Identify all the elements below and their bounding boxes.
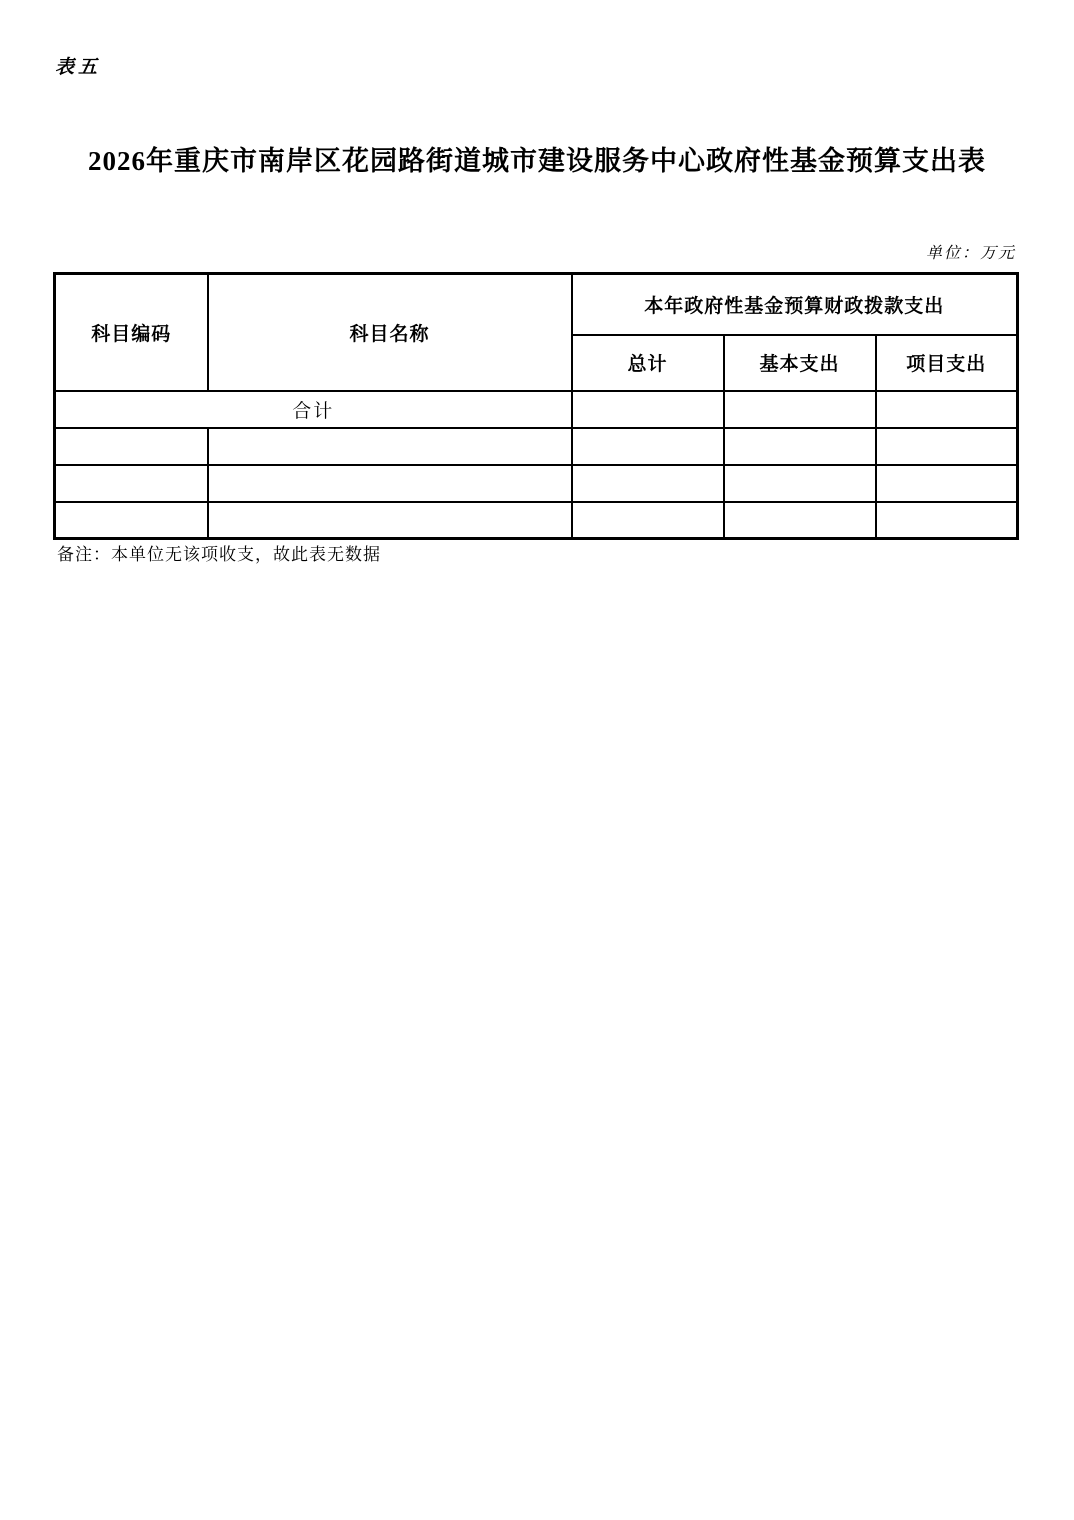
budget-table bbox=[53, 272, 1019, 540]
subject-code-cell bbox=[55, 428, 208, 465]
footer-note: 备注：本单位无该项收支，故此表无数据 bbox=[57, 545, 381, 564]
subject-name-cell bbox=[208, 428, 572, 465]
table-row-empty-1 bbox=[55, 428, 1018, 465]
basic-value-cell bbox=[724, 465, 876, 502]
basic-value-cell bbox=[724, 428, 876, 465]
basic-value-cell bbox=[724, 502, 876, 539]
header-total: 总计 bbox=[572, 335, 724, 391]
subject-name-cell bbox=[208, 465, 572, 502]
table-row-total bbox=[55, 391, 1018, 428]
total-sum-cell bbox=[572, 391, 724, 428]
header-basic-expenditure: 基本支出 bbox=[724, 335, 876, 391]
header-subject-name: 科目名称 bbox=[208, 274, 572, 391]
total-label-cell: 合计 bbox=[55, 391, 572, 428]
project-value-cell bbox=[876, 465, 1018, 502]
total-value-cell bbox=[572, 502, 724, 539]
project-value-cell bbox=[876, 428, 1018, 465]
header-fund-group: 本年政府性基金预算财政拨款支出 bbox=[572, 274, 1018, 335]
table-row-empty-3 bbox=[55, 502, 1018, 539]
header-subject-code: 科目编码 bbox=[55, 274, 208, 391]
subject-code-cell bbox=[55, 465, 208, 502]
header-project-expenditure: 项目支出 bbox=[876, 335, 1018, 391]
table-row-empty-2 bbox=[55, 465, 1018, 502]
subject-code-cell bbox=[55, 502, 208, 539]
total-value-cell bbox=[572, 428, 724, 465]
table-header-row-1 bbox=[55, 274, 1018, 335]
unit-note: 单位：万元 bbox=[925, 245, 1016, 262]
total-value-cell bbox=[572, 465, 724, 502]
project-value-cell bbox=[876, 502, 1018, 539]
table-number-label: 表五 bbox=[55, 57, 102, 78]
subject-name-cell bbox=[208, 502, 572, 539]
total-basic-cell bbox=[724, 391, 876, 428]
total-project-cell bbox=[876, 391, 1018, 428]
page-title: 2026年重庆市南岸区花园路街道城市建设服务中心政府性基金预算支出表 bbox=[88, 146, 986, 176]
